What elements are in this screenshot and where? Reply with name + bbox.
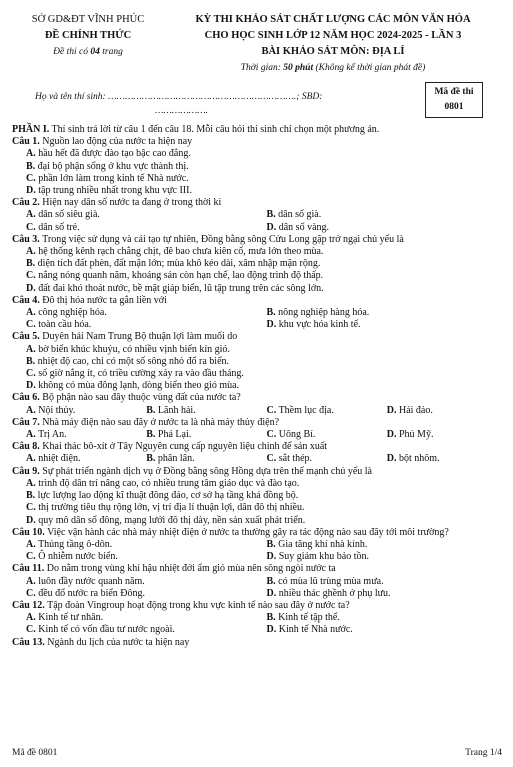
option-text: Phả Lại. (157, 429, 192, 441)
option-text: Lãnh hải. (157, 404, 196, 416)
answer-option (387, 429, 507, 441)
option-row (12, 576, 507, 588)
option-text: Kinh tế tập thể. (278, 612, 340, 624)
option-text: nhiệt độ cao, chỉ có một số sông nhỏ đổ ra biển. (37, 355, 230, 367)
question-number: Câu 12. (12, 599, 45, 611)
option-text: phần lớn làm trong kinh tế Nhà nước. (38, 172, 189, 184)
option-text: Thềm lục địa. (278, 404, 334, 416)
official-label: ĐỀ CHÍNH THỨC (44, 30, 132, 41)
question-text: Đô thị hóa nước ta gắn liền với (39, 294, 167, 306)
question-text: Khai thác bô-xít ở Tây Nguyên cung cấp nguyên liệu chính để sản xuất (39, 441, 328, 453)
exam-code-box (425, 82, 483, 118)
option-letter: C. (26, 502, 36, 514)
question-text: Bộ phận nào sau đây thuộc vùng đất của nước ta? (39, 392, 241, 404)
option-letter: A. (26, 246, 36, 258)
question-10 (12, 527, 507, 539)
option-text: số giờ nắng ít, có triều cường xảy ra vào đầu tháng. (38, 368, 244, 380)
answer-option (387, 405, 507, 417)
option-text: trình độ dân trí nâng cao, có nhiều trung tâm giáo dục và đào tạo. (38, 477, 300, 489)
answer-option (12, 270, 507, 282)
option-text: Kinh tế Nhà nước. (278, 624, 353, 636)
option-letter: C. (266, 429, 277, 441)
option-text: diện tích đất phèn, đất mặn lớn; mùa khô kéo dài, xâm nhập mặn rộng. (37, 258, 321, 270)
subject-title: BÀI KHẢO SÁT MÔN: ĐỊA LÍ (261, 46, 405, 57)
option-letter: B. (26, 490, 36, 502)
answer-option (267, 307, 508, 319)
answer-option (12, 502, 507, 514)
answer-option (12, 356, 507, 368)
question-text: Duyên hải Nam Trung Bộ thuận lợi làm muối do (39, 331, 238, 343)
option-row (12, 429, 507, 441)
option-letter: D. (26, 185, 36, 197)
option-letter: A. (26, 148, 36, 160)
question-8 (12, 441, 507, 453)
question-9 (12, 466, 507, 478)
candidate-info (35, 90, 322, 118)
answer-option (267, 576, 508, 588)
option-text: nắng nóng quanh năm, khoáng sản còn hạn chế, lao động trình độ thấp. (38, 270, 324, 282)
option-letter: B. (146, 453, 156, 465)
answer-option (267, 612, 508, 624)
option-row (12, 405, 507, 417)
option-text: dân số già. (278, 209, 322, 221)
exam-code-value: 0801 (444, 102, 464, 112)
option-text: Uông Bí. (278, 429, 316, 441)
option-text: Gia tăng khí nhà kính. (278, 538, 368, 550)
option-letter: B. (26, 355, 36, 367)
answer-option (267, 429, 387, 441)
option-letter: A. (26, 477, 36, 489)
option-letter: D. (26, 380, 36, 392)
footer-page-number: Trang 1/4 (465, 748, 502, 758)
answer-option (267, 209, 508, 221)
option-text: Suy giảm khu bảo tồn. (278, 551, 370, 563)
option-text: bờ biển khúc khuỷu, có nhiều vịnh biển kín gió. (38, 343, 230, 355)
question-text: Trong việc sử dụng và cải tạo tự nhiên, Đồng bằng sông Cửu Long gặp trở ngại chủ yếu là (39, 233, 404, 245)
answer-option (26, 588, 267, 600)
option-text: Ô nhiễm nước biển. (38, 551, 118, 563)
option-letter: D. (386, 404, 397, 416)
candidate-name-line: Họ và tên thí sinh: ………………………………………………………….; SBD: (35, 92, 323, 102)
option-letter: A. (26, 453, 36, 465)
option-letter: D. (26, 514, 36, 526)
option-text: đại bộ phận sống ở khu vực thành thị. (37, 160, 189, 172)
header-right (168, 12, 498, 76)
question-2 (12, 197, 507, 209)
option-text: thị trường tiêu thụ rộng lớn, vị trí địa lí thuận lợi, dân đô thị nhiều. (38, 502, 305, 514)
option-letter: C. (26, 587, 36, 599)
option-letter: B. (26, 160, 36, 172)
option-text: công nghiệp hóa. (38, 307, 107, 319)
option-text: Nội thủy. (38, 404, 76, 416)
answer-option (387, 453, 507, 465)
option-letter: D. (266, 221, 277, 233)
question-13 (12, 637, 507, 649)
question-4 (12, 295, 507, 307)
footer-exam-code: Mã đề 0801 (12, 748, 58, 758)
answer-option (12, 161, 507, 173)
answer-option (12, 478, 507, 490)
option-row (12, 539, 507, 551)
answer-option (26, 319, 267, 331)
header-left (18, 12, 158, 60)
part-instructions: PHẦN I. Thí sinh trả lời từ câu 1 đến câu 18. Mỗi câu hỏi thí sinh chỉ chọn một phương án. (12, 124, 380, 135)
option-letter: B. (266, 538, 276, 550)
answer-option (26, 576, 267, 588)
question-number: Câu 2. (12, 197, 40, 209)
option-letter: A. (26, 538, 36, 550)
page-count: Đề thi có 04 trang (53, 47, 123, 57)
option-text: Thủng tầng ô-dôn. (38, 538, 113, 550)
option-letter: A. (26, 209, 36, 221)
option-text: Hải đảo. (398, 404, 433, 416)
answer-option (267, 222, 508, 234)
question-number: Câu 13. (12, 636, 45, 648)
question-number: Câu 8. (12, 441, 40, 453)
option-letter: B. (266, 209, 276, 221)
question-text: Nhà máy điện nào sau đây ở nước ta là nhà máy thủy điện? (39, 416, 280, 428)
question-number: Câu 3. (12, 233, 40, 245)
option-text: dân số trẻ. (38, 221, 80, 233)
question-number: Câu 7. (12, 416, 40, 428)
option-letter: C. (26, 624, 36, 636)
option-text: sắt thép. (278, 453, 313, 465)
option-text: có mùa lũ trùng mùa mưa. (278, 575, 384, 587)
question-text: Sự phát triển ngành dịch vụ ở Đồng bằng sông Hồng dựa trên thế mạnh chủ yếu là (39, 465, 372, 477)
option-row (12, 209, 507, 221)
answer-option (26, 209, 267, 221)
option-letter: A. (26, 343, 36, 355)
question-7 (12, 417, 507, 429)
answer-option (26, 612, 267, 624)
option-text: bột nhôm. (398, 453, 440, 465)
question-number: Câu 1. (12, 136, 40, 148)
option-letter: D. (386, 453, 397, 465)
question-number: Câu 10. (12, 526, 45, 538)
option-text: Kinh tế tư nhân. (38, 612, 104, 624)
question-number: Câu 4. (12, 294, 40, 306)
option-letter: B. (266, 307, 276, 319)
option-row (12, 612, 507, 624)
option-letter: D. (266, 624, 277, 636)
exam-title-line1: KỲ THI KHẢO SÁT CHẤT LƯỢNG CÁC MÔN VĂN HÓA (195, 14, 471, 25)
question-text: Do nằm trong vùng khí hậu nhiệt đới ẩm gió mùa nên sông ngòi nước ta (44, 563, 336, 575)
option-letter: B. (26, 258, 36, 270)
answer-option (267, 319, 508, 331)
answer-option (267, 539, 508, 551)
answer-option (26, 429, 146, 441)
option-text: dân số siêu già. (38, 209, 100, 221)
answer-option (26, 307, 267, 319)
option-row (12, 624, 507, 636)
option-text: nhiệt điện. (38, 453, 81, 465)
option-letter: D. (386, 429, 397, 441)
answer-option (26, 405, 146, 417)
question-11 (12, 563, 507, 575)
answer-option (26, 551, 267, 563)
option-letter: C. (26, 172, 36, 184)
option-row (12, 453, 507, 465)
option-text: khu vực hóa kinh tế. (278, 319, 361, 331)
answer-option (12, 283, 507, 295)
option-letter: C. (266, 404, 277, 416)
option-text: nhiều thác ghềnh ở phụ lưu. (278, 587, 391, 599)
option-letter: A. (26, 612, 36, 624)
question-number: Câu 9. (12, 465, 40, 477)
exam-code-label: Mã đề thi (434, 87, 474, 97)
answer-option (267, 405, 387, 417)
question-text: Nguồn lao động của nước ta hiện nay (39, 136, 193, 148)
candidate-dots: ………………. (155, 106, 209, 116)
option-row (12, 588, 507, 600)
answer-option (146, 429, 266, 441)
option-letter: C. (26, 270, 36, 282)
exam-title-line2: CHO HỌC SINH LỚP 12 NĂM HỌC 2024-2025 - LẦN 3 (204, 30, 462, 41)
answer-option (12, 173, 507, 185)
answer-option (26, 624, 267, 636)
department-name: SỞ GD&ĐT VĨNH PHÚC (31, 14, 145, 25)
question-1 (12, 136, 507, 148)
answer-option (267, 453, 387, 465)
option-letter: C. (26, 551, 36, 563)
answer-option (12, 344, 507, 356)
option-letter: B. (266, 575, 276, 587)
answer-option (12, 148, 507, 160)
option-text: luôn đầy nước quanh năm. (38, 575, 145, 587)
question-number: Câu 5. (12, 331, 40, 343)
option-row (12, 222, 507, 234)
option-text: lực lượng lao động kĩ thuật đông đảo, cơ sở hạ tầng khá đồng bộ. (37, 490, 299, 502)
time-limit: Thời gian: 50 phút (Không kể thời gian phát đề) (240, 63, 426, 73)
option-letter: B. (266, 612, 276, 624)
answer-option (26, 222, 267, 234)
option-text: quy mô dân số đông, mạng lưới đô thị dày, nền sản xuất phát triển. (38, 514, 306, 526)
option-text: tập trung nhiều nhất trong khu vực III. (38, 185, 192, 197)
answer-option (12, 490, 507, 502)
answer-option (12, 185, 507, 197)
question-text: Tập đoàn Vingroup hoạt động trong khu vực kinh tế nào sau đây ở nước ta? (44, 599, 350, 611)
question-number: Câu 6. (12, 392, 40, 404)
page-footer (12, 748, 502, 758)
option-text: Kinh tế có vốn đầu tư nước ngoài. (38, 624, 175, 636)
question-text: Ngành du lịch của nước ta hiện nay (44, 636, 190, 648)
option-letter: C. (26, 319, 36, 331)
option-row (12, 319, 507, 331)
option-text: không có mùa đông lạnh, dòng biển theo gió mùa. (38, 380, 240, 392)
option-text: Phú Mỹ. (398, 429, 434, 441)
option-row (12, 307, 507, 319)
option-text: đều đổ nước ra biển Đông. (38, 587, 146, 599)
option-letter: A. (26, 429, 36, 441)
exam-body (12, 124, 507, 649)
option-letter: A. (26, 404, 36, 416)
option-letter: A. (26, 307, 36, 319)
question-text: Việc vận hành các nhà máy nhiệt điện ở nước ta thường gây ra tác động nào sau đây tới môi trường? (44, 526, 449, 538)
option-text: hầu hết đã được đào tạo bậc cao đẳng. (38, 148, 191, 160)
option-text: hệ thống kênh rạch chằng chịt, đê bao chưa kiên cố, mưa lớn theo mùa. (38, 246, 324, 258)
question-number: Câu 11. (12, 563, 45, 575)
option-text: dân số vàng. (278, 221, 330, 233)
option-letter: D. (266, 551, 277, 563)
option-letter: C. (26, 368, 36, 380)
option-text: Trị An. (38, 429, 67, 441)
option-letter: D. (266, 319, 277, 331)
option-letter: A. (26, 575, 36, 587)
option-text: đất đai khó thoát nước, bề mặt giáp biển, lũ tập trung trên các sông lớn. (38, 282, 324, 294)
answer-option (26, 453, 146, 465)
answer-option (267, 588, 508, 600)
question-12 (12, 600, 507, 612)
question-3 (12, 234, 507, 246)
answer-option (267, 624, 508, 636)
option-letter: B. (146, 429, 156, 441)
option-letter: C. (26, 221, 36, 233)
option-row (12, 551, 507, 563)
answer-option (12, 380, 507, 392)
answer-option (12, 368, 507, 380)
option-letter: D. (266, 587, 277, 599)
answer-option (26, 539, 267, 551)
option-letter: D. (26, 282, 36, 294)
question-5 (12, 331, 507, 343)
answer-option (146, 405, 266, 417)
answer-option (267, 551, 508, 563)
question-6 (12, 392, 507, 404)
option-text: toàn cầu hóa. (38, 319, 92, 331)
option-letter: B. (146, 404, 156, 416)
option-text: nông nghiệp hàng hóa. (278, 307, 370, 319)
answer-option (12, 258, 507, 270)
answer-option (146, 453, 266, 465)
answer-option (12, 246, 507, 258)
option-letter: C. (266, 453, 277, 465)
option-text: phân lân. (157, 453, 195, 465)
question-text: Hiện nay dân số nước ta đang ở trong thời kì (39, 197, 222, 209)
answer-option (12, 515, 507, 527)
